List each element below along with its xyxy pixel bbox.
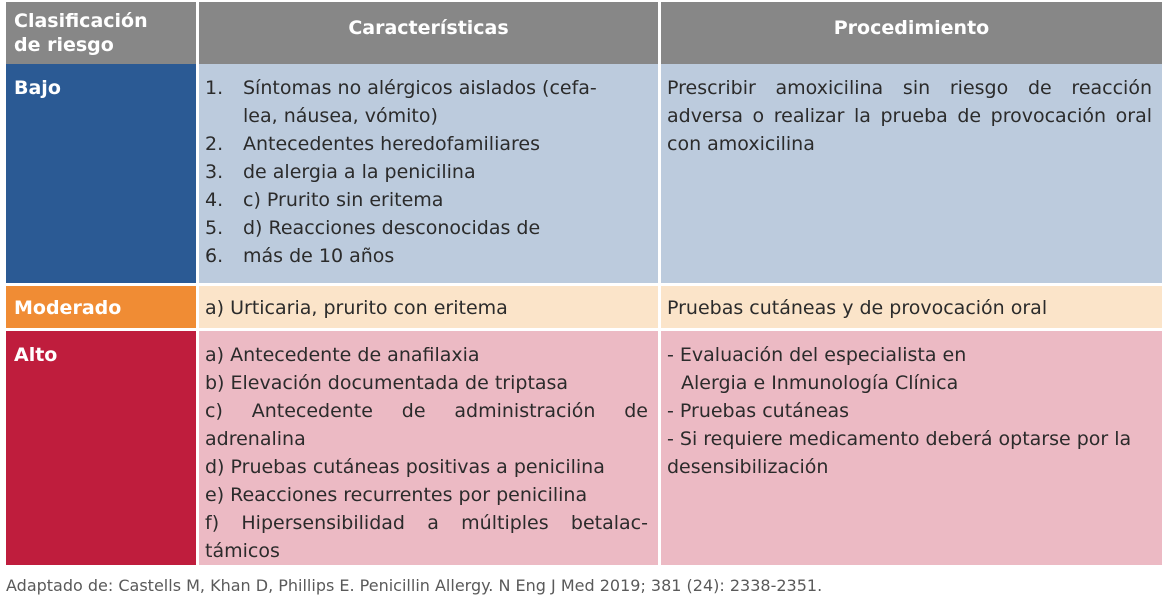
list-item <box>205 74 648 130</box>
list-item: Alergia e Inmunología Clínica <box>681 372 959 394</box>
list-item: a) Antecedente de anafilaxia <box>205 344 480 366</box>
risk-label-low: Bajo <box>6 64 196 283</box>
header-classification <box>6 2 196 64</box>
header-procedure: Procedimiento <box>658 2 1162 64</box>
header-characteristics: Características <box>196 2 658 64</box>
list-item <box>205 130 648 158</box>
list-number: 2. <box>205 133 224 155</box>
list-text-line: lea, náusea, vómito) <box>243 105 438 127</box>
risk-label-high: Alto <box>6 328 196 565</box>
list-number: 4. <box>205 189 224 211</box>
list-text: más de 10 años <box>243 245 395 267</box>
header-classification-line2: de riesgo <box>14 34 114 56</box>
characteristics-moderate: a) Urticaria, prurito con eritema <box>196 283 658 328</box>
characteristics-high <box>196 328 658 565</box>
list-number: 6. <box>205 245 224 267</box>
risk-classification-table <box>6 2 1162 565</box>
list-text: d) Reacciones desconocidas de <box>243 217 541 239</box>
list-number: 3. <box>205 161 224 183</box>
list-number: 1. <box>205 77 224 99</box>
list-text: Antecedentes heredofamiliares <box>243 133 540 155</box>
procedure-moderate: Pruebas cutáneas y de provocación oral <box>658 283 1162 328</box>
list-item: - Pruebas cutáneas <box>667 400 850 422</box>
list-item <box>205 242 648 270</box>
list-item: c) Antecedente de administración de adrenalina <box>205 400 648 450</box>
characteristics-low <box>196 64 658 283</box>
characteristics-list <box>205 74 648 270</box>
list-text-line: Síntomas no alérgicos aislados (cefa- <box>243 77 597 99</box>
list-text: de alergia a la penicilina <box>243 161 476 183</box>
list-item: - Evaluación del especialista en <box>667 344 967 366</box>
list-item: - Si requiere medicamento deberá optarse por la desensibilización <box>667 428 1132 478</box>
risk-label-moderate: Moderado <box>6 283 196 328</box>
list-number: 5. <box>205 217 224 239</box>
list-item: e) Reacciones recurrentes por penicilina <box>205 484 588 506</box>
list-text: c) Prurito sin eritema <box>243 189 444 211</box>
list-item: f) Hipersensibilidad a múltiples betalac-támicos <box>205 512 648 562</box>
list-text <box>243 74 597 130</box>
list-item: d) Pruebas cutáneas positivas a penicilina <box>205 456 605 478</box>
list-item <box>205 214 648 242</box>
list-item <box>205 186 648 214</box>
procedure-low: Prescribir amoxicilina sin riesgo de reacción adversa o realizar la prueba de provocación oral con amoxicilina <box>658 64 1162 283</box>
procedure-high <box>658 328 1162 565</box>
list-item: b) Elevación documentada de triptasa <box>205 372 569 394</box>
source-citation: Adaptado de: Castells M, Khan D, Phillips E. Penicillin Allergy. N Eng J Med 2019; 381 (24): 2338-2351. <box>6 576 823 595</box>
header-classification-line1: Clasificación <box>14 10 148 32</box>
list-item <box>205 158 648 186</box>
